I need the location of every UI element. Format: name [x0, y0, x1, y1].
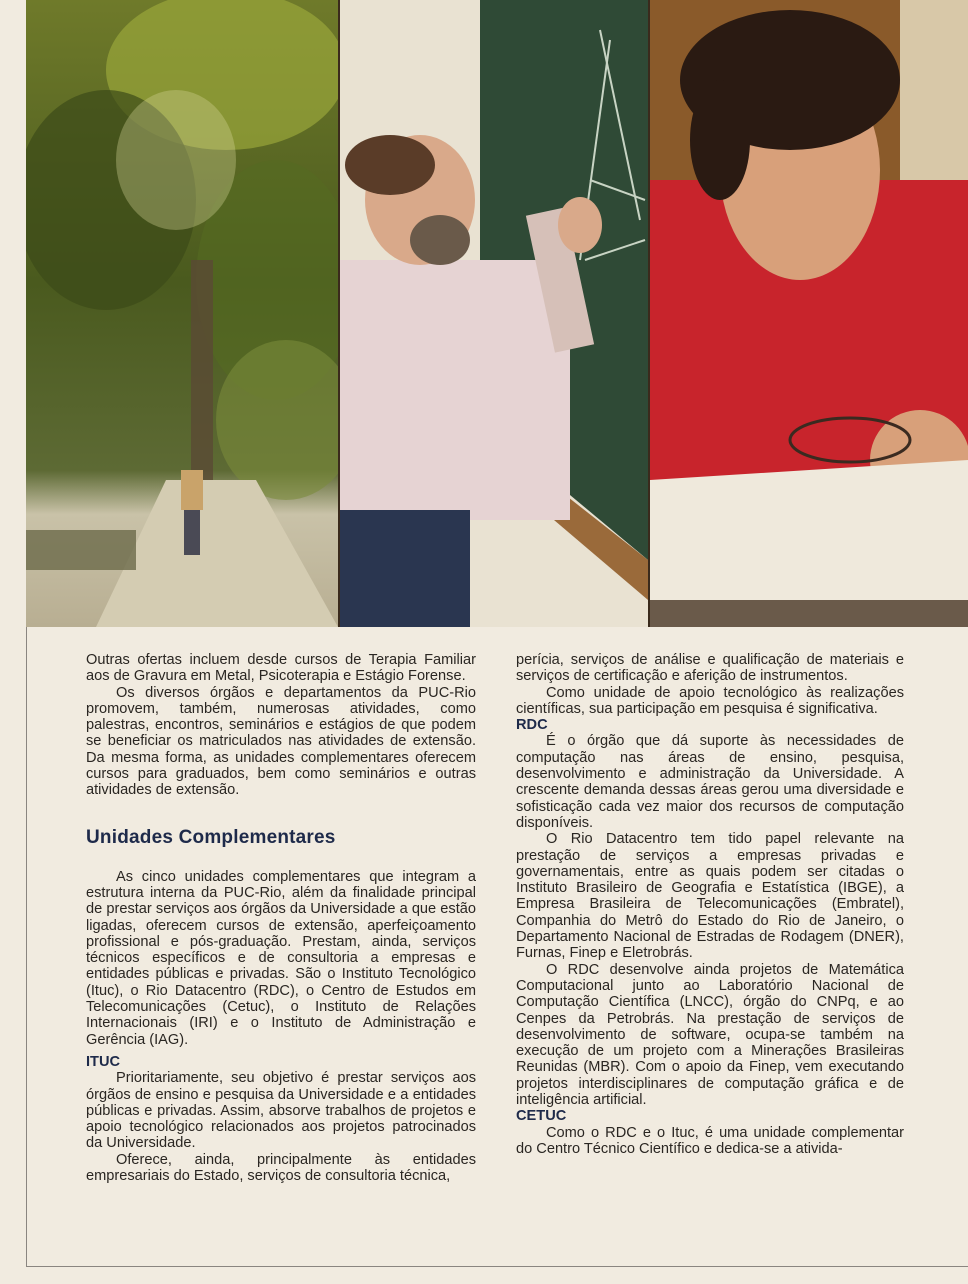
student-reading-photo: [650, 0, 968, 627]
left-text-column: [86, 652, 476, 1184]
garden-path-photo: [26, 0, 338, 627]
right-text-column: [516, 652, 904, 1157]
subheading-cetuc: CETUC: [516, 1108, 567, 1125]
paragraph: É o órgão que dá suporte às necessidades de computação nas áreas de ensino, pesquisa, desenvolvimento e administração da Universidade. A crescente demanda dessas áreas gerou uma diversidade e sofisticação cada vez maior dos recursos de computação disponíveis.: [516, 733, 904, 831]
paragraph: As cinco unidades complementares que integram a estrutura interna da PUC-Rio, além da finalidade principal de prestar serviços aos órgãos da Universidade a que estão ligadas, oferecem cursos de extensão, aperfeiçoamento profissional e pós-graduação. Prestam, ainda, serviços técnicos específicos e de consultoria a empresas e entidades públicas e privadas. São o Instituto Tecnológico (Ituc), o Rio Datacentro (RDC), o Centro de Estudos em Telecomunicações (Cetuc), o Instituto de Relações Internacionais (IRI) e o Instituto de Administração e Gerência (IAG).: [86, 868, 476, 1048]
paragraph: Outras ofertas incluem desde cursos de Terapia Familiar aos de Gravura em Metal, Psicoterapia e Estágio Forense.: [86, 652, 476, 685]
photo-strip: [26, 0, 968, 627]
subheading-rdc: RDC: [516, 717, 548, 734]
paragraph: perícia, serviços de análise e qualificação de materiais e serviços de certificação e aferição de instrumentos.: [516, 652, 904, 685]
paragraph: O Rio Datacentro tem tido papel relevante na prestação de serviços a empresas privadas e governamentais, entre as quais podem ser citadas o Instituto Brasileiro de Geografia e Estatística (IBGE), a Empresa Brasileira de Telecomunicações (Embratel), Companhia do Metrô do Estado do Rio de Janeiro, o Departamento Nacional de Estradas de Rodagem (DNER), Furnas, Finep e Eletrobrás.: [516, 831, 904, 962]
paragraph: Prioritariamente, seu objetivo é prestar serviços aos órgãos de ensino e pesquisa da Universidade e a entidades públicas e privadas. Assim, absorve trabalhos de projetos e apoio tecnológico relacionados aos projetos patrocinados da Universidade.: [86, 1070, 476, 1152]
frame-line-bottom: [26, 1266, 968, 1267]
section-heading: Unidades Complementares: [86, 826, 336, 848]
paragraph: O RDC desenvolve ainda projetos de Matemática Computacional junto ao Laboratório Nacional de Computação Científica (LNCC), órgão do CNPq, e ao Cenpes da Petrobrás. Na prestação de serviços de desenvolvimento de software, ocupa-se também na execução de um projeto com a Minerações Brasileiras Reunidas (MBR). Com o apoio da Finep, vem executando projetos interdisciplinares de computação gráfica e de inteligência artificial.: [516, 961, 904, 1109]
subheading-ituc: ITUC: [86, 1053, 121, 1070]
paragraph: Os diversos órgãos e departamentos da PUC-Rio promovem, também, numerosas atividades, como palestras, encontros, seminários e estágios de que podem se beneficiar os matriculados nas atividades de extensão. Da mesma forma, as unidades complementares oferecem cursos para graduados, bem como seminários e outras atividades de extensão.: [86, 684, 476, 799]
professor-at-blackboard-photo: [340, 0, 648, 627]
paragraph: Como o RDC e o Ituc, é uma unidade complementar do Centro Técnico Científico e dedica-se a ativida-: [516, 1124, 904, 1157]
paragraph: Como unidade de apoio tecnológico às realizações científicas, sua participação em pesquisa é significativa.: [516, 684, 904, 717]
frame-line-left: [26, 627, 27, 1267]
paragraph: Oferece, ainda, principalmente às entidades empresariais do Estado, serviços de consultoria técnica,: [86, 1151, 476, 1185]
